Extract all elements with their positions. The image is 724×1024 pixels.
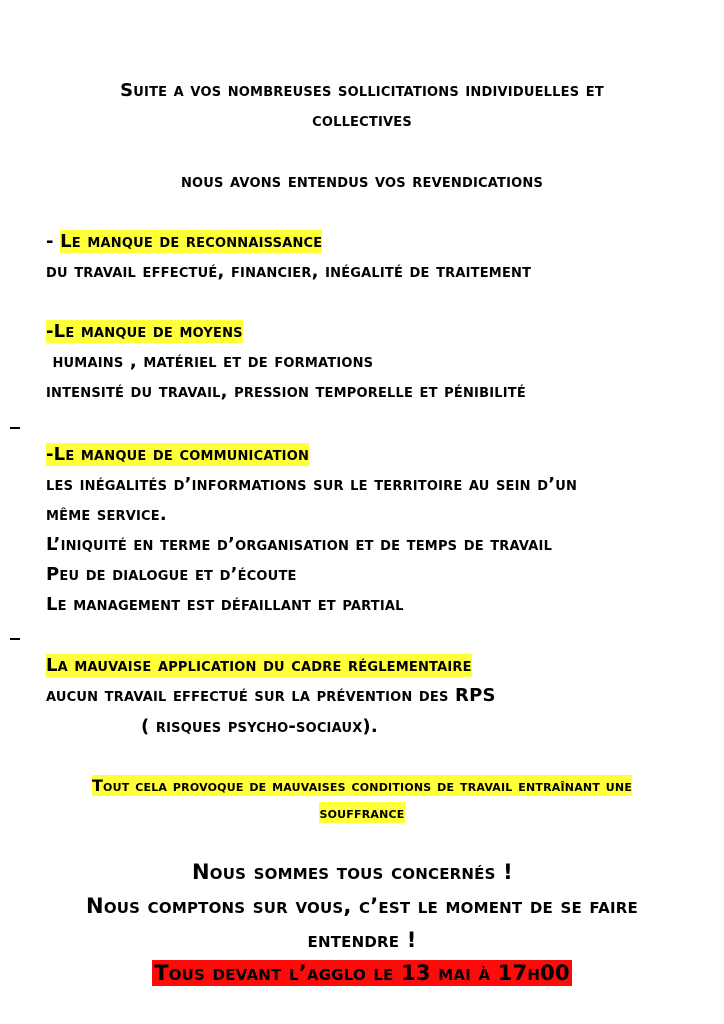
section-communication-line-4: Peu de dialogue et d’écoute [46,564,297,585]
intro-line-2: collectives [312,110,412,131]
closing-line-1: Nous sommes tous concernés ! [192,860,513,884]
section-communication-line-5: Le management est défaillant et partial [46,594,404,615]
section-communication-line-3: L’iniquité en terme d’organisation et de temps de travail [46,534,553,555]
summary-highlight-2: souffrance [319,803,405,822]
summary-highlight-1: Tout cela provoque de mauvaises conditions de travail entraînant une [91,776,633,795]
section-communication-line-2: même service. [46,504,167,525]
section-moyens-line-2: intensité du travail, pression temporelle et pénibilité [46,381,526,402]
summary-line-2 [0,805,724,821]
section-moyens-line-1: humains , matériel et de formations [46,351,374,372]
section-communication-line-1: les inégalités d’informations sur le territoire au sein d’un [46,474,578,495]
section-reconnaissance-heading [46,233,322,251]
summary-line-1 [0,778,724,794]
section-communication-heading [46,446,309,464]
section-heading-highlight: Le manque de reconnaissance [60,231,323,252]
dash-marker [10,638,20,640]
intro-line-3: nous avons entendus vos revendications [180,171,544,192]
section-heading-highlight: La mauvaise application du cadre réglementaire [46,655,472,676]
section-prefix: - [46,231,61,252]
section-cadre-line-2: ( risques psycho-sociaux). [141,716,378,737]
dash-marker [10,427,20,429]
section-cadre-heading [46,657,472,675]
intro-line-1: Suite a vos nombreuses sollicitations individuelles et [120,80,604,101]
section-heading-highlight: -Le manque de communication [46,444,310,465]
section-reconnaissance-line-1: du travail effectué, financier, inégalité de traitement [46,261,532,282]
closing-line-2: Nous comptons sur vous, c’est le moment de se faire [86,894,638,918]
call-to-action [0,963,724,984]
section-moyens-heading [46,323,243,341]
closing-line-3: entendre ! [307,928,417,952]
call-to-action-highlight: Tous devant l’agglo le 13 mai à 17h00 [154,961,570,985]
section-cadre-line-1: aucun travail effectué sur la prévention des RPS [46,685,496,706]
section-heading-highlight: -Le manque de moyens [46,321,243,342]
